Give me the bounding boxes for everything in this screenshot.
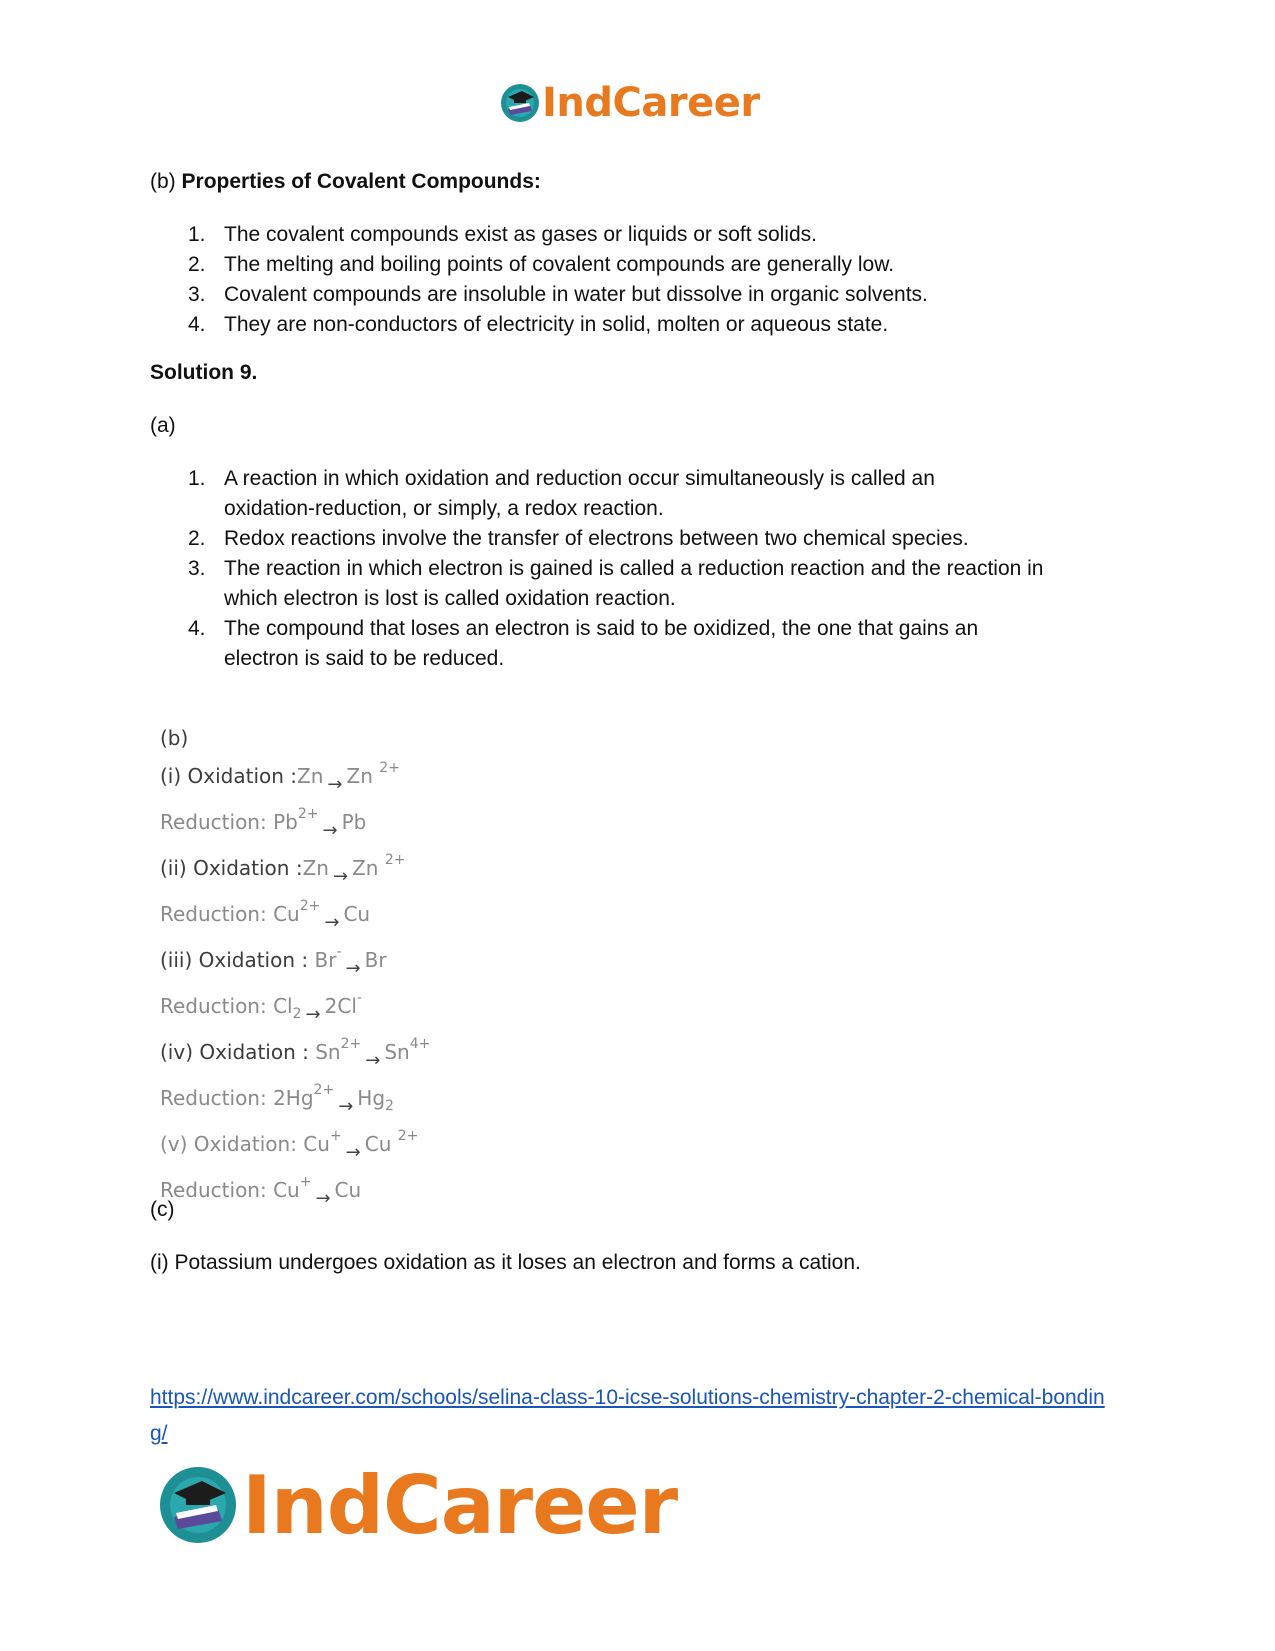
list-item: 3. The reaction in which electron is gained is called a reduction reaction and the reaction in which electron is lost is called oxidation reaction. — [188, 557, 1044, 610]
footer-source-link[interactable]: https://www.indcareer.com/schools/selina-class-10-icse-solutions-chemistry-chapter-2-chemical-bonding/ — [150, 1386, 1105, 1445]
list-item: 2. Redox reactions involve the transfer of electrons between two chemical species. — [188, 527, 969, 550]
logo-wordmark: IndCareer — [542, 80, 760, 126]
graduation-cap-book-icon — [158, 1465, 238, 1545]
equation-line-6: Reduction: $Cl_2 \to 2Cl^-$ — [160, 990, 362, 1025]
equation-line-7: (iv) Oxidation : $Sn^{2+}\to Sn^{4+}$ — [160, 1036, 431, 1071]
solution-title: Solution 9. — [150, 361, 258, 384]
logo-wordmark: IndCareer — [242, 1458, 678, 1552]
part-b-label: (b) — [160, 726, 189, 750]
part-c-text: (i) Potassium undergoes oxidation as it loses an electron and forms a cation. — [150, 1251, 861, 1274]
list-item: 3. Covalent compounds are insoluble in water but dissolve in organic solvents. — [188, 283, 928, 306]
equation-line-5: (iii) Oxidation : Br-→ Br — [160, 944, 387, 979]
indcareer-logo-top — [500, 78, 760, 128]
list-item: 2. The melting and boiling points of covalent compounds are generally low. — [188, 253, 895, 276]
part-c-label: (c) — [150, 1198, 175, 1221]
equation-line-8: Reduction: $2Hg^{2+}\to Hg_2$ — [160, 1082, 394, 1117]
list-item: 4. They are non-conductors of electricity in solid, molten or aqueous state. — [188, 313, 889, 336]
equation-line-9: (v) Oxidation: Cu+→ Cu $^{2+}$ — [160, 1128, 419, 1163]
equation-line-2: Reduction: $Pb^{2+}\to Pb$ — [160, 806, 367, 841]
covalent-properties-list — [150, 220, 1130, 340]
equation-line-1: (i) Oxidation :Zn → Zn $^{2+}$ — [160, 760, 400, 795]
equation-line-3: (ii) Oxidation :Zn → Zn $^{2+}$ — [160, 852, 406, 887]
list-item: 1. The covalent compounds exist as gases or liquids or soft solids. — [188, 223, 817, 246]
part-a-label: (a) — [150, 414, 176, 437]
list-item: 4. The compound that loses an electron is said to be oxidized, the one that gains an electron is said to be reduced. — [188, 617, 979, 670]
equation-line-10: Reduction: Cu+→ Cu — [160, 1174, 362, 1209]
indcareer-logo-bottom — [158, 1460, 677, 1550]
section-b-heading: (b) Properties of Covalent Compounds: — [150, 170, 541, 193]
equation-line-4: Reduction: $Cu^{2+}\to Cu$ — [160, 898, 371, 933]
list-item: 1. A reaction in which oxidation and reduction occur simultaneously is called an oxidation-reduction, or simply, a redox reaction. — [188, 467, 935, 520]
graduation-cap-book-icon — [500, 83, 540, 123]
redox-definitions-list — [150, 464, 1130, 674]
